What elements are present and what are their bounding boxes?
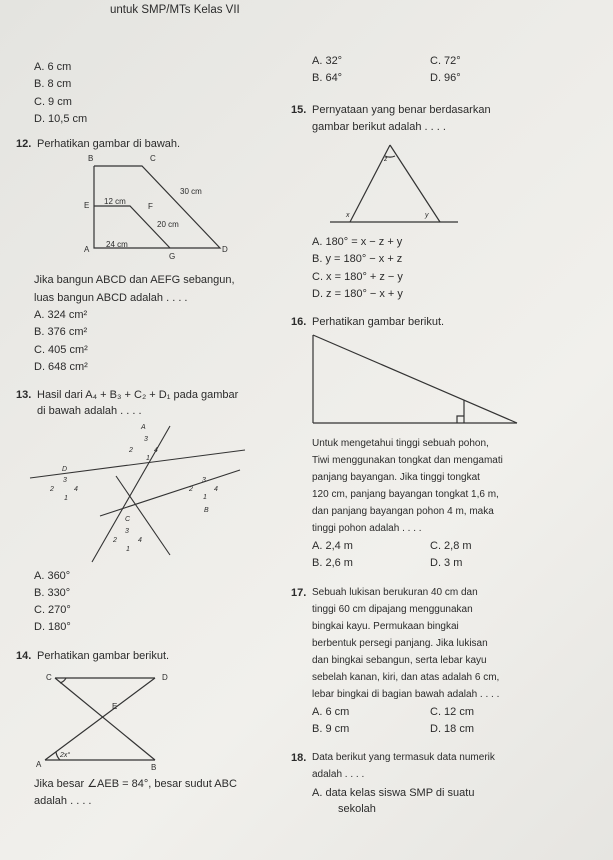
q15-number: 15. [291, 104, 307, 116]
q17-line-3: bingkai kayu. Permukaan bingkai [312, 621, 459, 632]
q13-c-angle-4: 4 [138, 537, 142, 544]
prev-option-a[interactable]: A. 32° [312, 55, 343, 67]
q17-line-6: sebelah kanan, kiri, dan atas adalah 6 cm, [312, 672, 500, 683]
q17-line-7: lebar bingkai di bagian bawah adalah . . . . [312, 689, 500, 700]
q13-b-angle-4: 4 [214, 486, 218, 493]
q12-length-cd: 30 cm [180, 187, 202, 196]
q12-label-f: F [148, 202, 153, 211]
q13-b-angle-2: 2 [189, 486, 193, 493]
q14-stem-line2: adalah . . . . [34, 795, 92, 807]
q12-label-c: C [150, 154, 156, 163]
q12-label-e: E [84, 201, 90, 210]
q15-text: Pernyataan yang benar berdasarkan [312, 104, 491, 116]
q14-label-e: E [112, 702, 118, 711]
q12-text: Perhatikan gambar di bawah. [37, 138, 181, 150]
q13-c-angle-2: 2 [113, 537, 117, 544]
q13-b-angle-3: 3 [202, 477, 206, 484]
q15-option-c[interactable]: C. x = 180° + z − y [312, 271, 403, 283]
q14-stem-line1: Jika besar ∠AEB = 84°, besar sudut ABC [34, 778, 237, 790]
q16-option-a[interactable]: A. 2,4 m [312, 540, 353, 552]
q12-number: 12. [16, 138, 32, 150]
q17-line-5: dan bingkai sebangun, serta lebar kayu [312, 655, 487, 666]
q14-label-b: B [151, 763, 157, 772]
q13-text: Hasil dari A₄ + B₃ + C₂ + D₁ pada gambar [37, 389, 239, 401]
prev-option-c[interactable]: C. 72° [430, 55, 461, 67]
q12-label-d: D [222, 245, 228, 254]
q15-option-a[interactable]: A. 180° = x − z + y [312, 236, 403, 248]
q17-option-b[interactable]: B. 9 cm [312, 723, 350, 735]
q18-option-a-line2: sekolah [338, 803, 376, 815]
q16-line-2: Tiwi menggunakan tongkat dan mengamati [312, 455, 503, 466]
q13-d-angle-1: 1 [64, 495, 68, 502]
q16-line-3: panjang bayangan. Jika tinggi tongkat [312, 472, 480, 483]
q13-a-angle-1: 1 [146, 455, 150, 462]
q15-text-line2: gambar berikut adalah . . . . [312, 121, 446, 133]
q12-figure [80, 150, 240, 265]
q13-a-angle-4: 4 [154, 447, 158, 454]
q12-option-d[interactable]: D. 648 cm² [34, 361, 88, 373]
q17-option-a[interactable]: A. 6 cm [312, 706, 350, 718]
q13-b-angle-1: 1 [203, 494, 207, 501]
q15-figure [330, 140, 465, 230]
q13-text-line2: di bawah adalah . . . . [37, 405, 142, 417]
q14-angle-label: 2x° [60, 752, 71, 759]
prev-option-d[interactable]: D. 96° [430, 72, 461, 84]
q16-line-4: 120 cm, panjang bayangan tongkat 1,6 m, [312, 489, 499, 500]
q14-text: Perhatikan gambar berikut. [37, 650, 170, 662]
q17-option-d[interactable]: D. 18 cm [430, 723, 475, 735]
q11-option-d[interactable]: D. 10,5 cm [34, 113, 88, 125]
q11-option-c[interactable]: C. 9 cm [34, 96, 72, 108]
q13-a-angle-2: 2 [129, 447, 133, 454]
q12-length-ef: 12 cm [104, 197, 126, 206]
q13-option-c[interactable]: C. 270° [34, 604, 71, 616]
q13-a-angle-3: 3 [144, 436, 148, 443]
prev-option-b[interactable]: B. 64° [312, 72, 343, 84]
q16-line-1: Untuk mengetahui tinggi sebuah pohon, [312, 438, 489, 449]
q16-line-5: dan panjang bayangan pohon 4 m, maka [312, 506, 494, 517]
q13-d-angle-4: 4 [74, 486, 78, 493]
q13-number: 13. [16, 389, 32, 401]
q12-stem-line2: luas bangun ABCD adalah . . . . [34, 292, 188, 304]
q17-option-c[interactable]: C. 12 cm [430, 706, 475, 718]
q12-label-b: B [88, 154, 94, 163]
q18-text: Data berikut yang termasuk data numerik [312, 752, 495, 763]
q11-option-b[interactable]: B. 8 cm [34, 78, 72, 90]
q13-d-angle-2: 2 [50, 486, 54, 493]
q14-label-c: C [46, 673, 52, 682]
q15-option-d[interactable]: D. z = 180° − x + y [312, 288, 403, 300]
q17-number: 17. [291, 587, 307, 599]
q13-option-a[interactable]: A. 360° [34, 570, 71, 582]
q18-number: 18. [291, 752, 307, 764]
q18-option-a-line1[interactable]: A. data kelas siswa SMP di suatu [312, 787, 475, 799]
q16-figure [311, 335, 523, 430]
q12-label-g: G [169, 252, 176, 261]
q17-line-4: berbentuk persegi panjang. Jika lukisan [312, 638, 488, 649]
q16-text: Perhatikan gambar berikut. [312, 316, 445, 328]
q14-number: 14. [16, 650, 32, 662]
q13-option-b[interactable]: B. 330° [34, 587, 71, 599]
q12-option-b[interactable]: B. 376 cm² [34, 326, 88, 338]
q18-text-line2: adalah . . . . [312, 769, 365, 780]
q12-label-a: A [84, 245, 90, 254]
q12-length-fg: 20 cm [157, 220, 179, 229]
page-header: untuk SMP/MTs Kelas VII [110, 4, 240, 16]
q16-option-d[interactable]: D. 3 m [430, 557, 463, 569]
q13-option-d[interactable]: D. 180° [34, 621, 71, 633]
q16-line-6: tinggi pohon adalah . . . . [312, 523, 422, 534]
q13-d-angle-3: 3 [63, 477, 67, 484]
q13-label-a: A [141, 424, 146, 431]
q12-stem-line1: Jika bangun ABCD dan AEFG sebangun, [34, 274, 235, 286]
q15-label-x: x [346, 212, 350, 219]
q13-c-angle-1: 1 [126, 546, 130, 553]
q12-option-c[interactable]: C. 405 cm² [34, 344, 88, 356]
q13-label-c: C [125, 516, 131, 523]
q14-label-d: D [162, 673, 168, 682]
q17-line-1: Sebuah lukisan berukuran 40 cm dan [312, 587, 478, 598]
q16-number: 16. [291, 316, 307, 328]
q13-c-angle-3: 3 [125, 528, 129, 535]
q17-line-2: tinggi 60 cm dipajang menggunakan [312, 604, 473, 615]
q15-label-z: z [384, 156, 388, 163]
q14-label-a: A [36, 760, 42, 769]
q12-length-ag: 24 cm [106, 240, 128, 249]
q16-option-b[interactable]: B. 2,6 m [312, 557, 353, 569]
q15-option-b[interactable]: B. y = 180° − x + z [312, 253, 403, 265]
q11-option-a[interactable]: A. 6 cm [34, 61, 72, 73]
q16-option-c[interactable]: C. 2,8 m [430, 540, 472, 552]
q13-label-d: D [62, 466, 68, 473]
q13-label-b: B [204, 507, 209, 514]
q15-label-y: y [425, 212, 429, 219]
q12-option-a[interactable]: A. 324 cm² [34, 309, 88, 321]
